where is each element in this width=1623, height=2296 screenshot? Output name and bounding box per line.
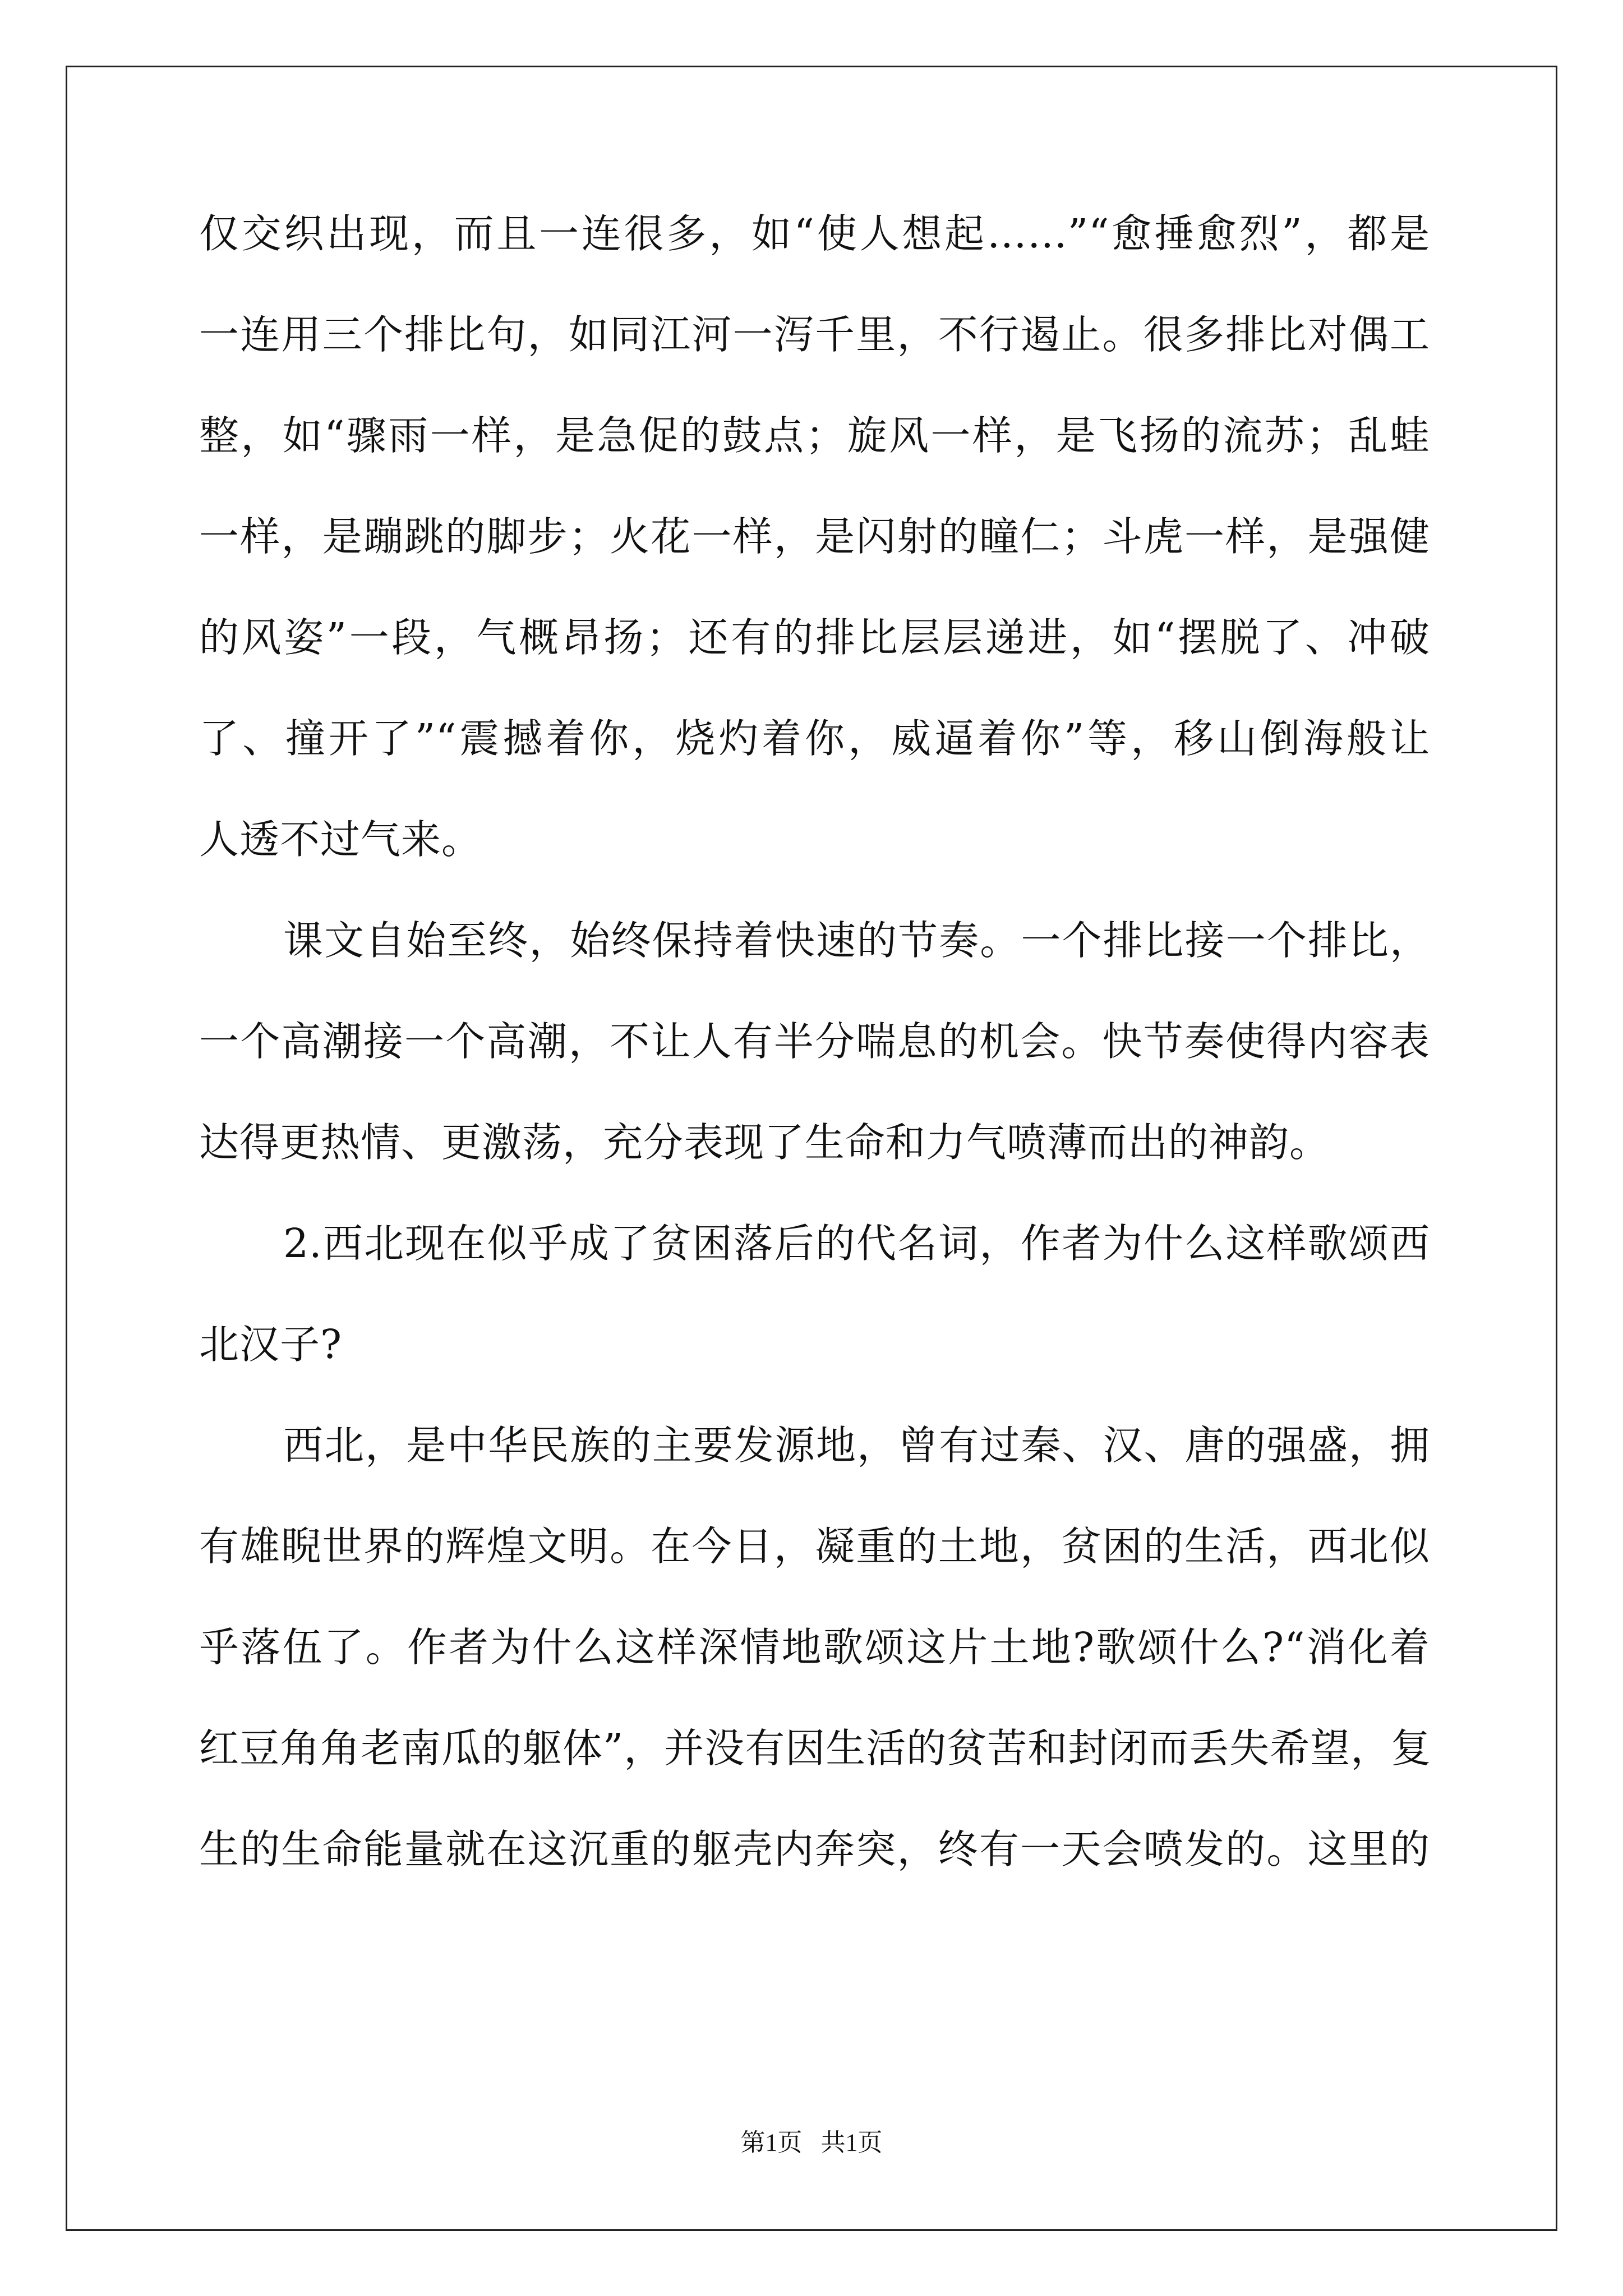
text-line: 红豆角角老南瓜的躯体”，并没有因生活的贫苦和封闭而丢失希望，复	[199, 1725, 1432, 1772]
question-heading: 2.西北现在似乎成了贫困落后的代名词，作者为什么这样歌颂西	[283, 1220, 1430, 1267]
text-line: 一连用三个排比句，如同江河一泻千里，不行遏止。很多排比对偶工	[199, 311, 1430, 358]
text-line: 了、撞开了”“震撼着你，烧灼着你，威逼着你”等，移山倒海般让	[199, 715, 1430, 762]
paragraph-first-line: 课文自始至终，始终保持着快速的节奏。一个排比接一个排比，	[283, 917, 1430, 964]
text-line: 整，如“骤雨一样，是急促的鼓点；旋风一样，是飞扬的流苏；乱蛙	[199, 412, 1430, 459]
paragraph-first-line: 西北，是中华民族的主要发源地，曾有过秦、汉、唐的强盛，拥	[283, 1422, 1430, 1469]
text-line: 仅交织出现，而且一连很多，如“使人想起……”“愈捶愈烈”，都是	[199, 210, 1430, 257]
text-line: 的风姿”一段，气概昂扬；还有的排比层层递进，如“摆脱了、冲破	[199, 614, 1430, 661]
text-line: 达得更热情、更激荡，充分表现了生命和力气喷薄而出的神韵。	[199, 1119, 1330, 1166]
question-heading-end: 北汉子?	[199, 1321, 343, 1368]
page-footer: 第1页 共1页	[740, 2129, 883, 2156]
text-line: 人透不过气来。	[199, 816, 482, 863]
text-line: 一样，是蹦跳的脚步；火花一样，是闪射的瞳仁；斗虎一样，是强健	[199, 513, 1430, 560]
text-line: 乎落伍了。作者为什么这样深情地歌颂这片土地?歌颂什么?“消化着	[199, 1624, 1430, 1671]
text-line: 生的生命能量就在这沉重的躯壳内奔突，终有一天会喷发的。这里的	[199, 1826, 1430, 1872]
text-line: 有雄睨世界的辉煌文明。在今日，凝重的土地，贫困的生活，西北似	[199, 1523, 1430, 1570]
text-line: 一个高潮接一个高潮，不让人有半分喘息的机会。快节奏使得内容表	[199, 1018, 1430, 1065]
